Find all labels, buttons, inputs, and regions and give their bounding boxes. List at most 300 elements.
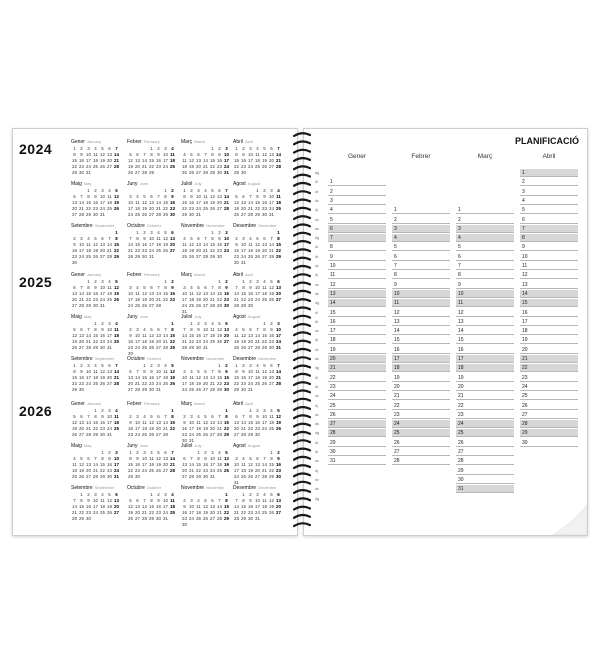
mini-day: 3: [183, 369, 186, 374]
mini-day: 12: [72, 333, 77, 338]
mini-day: 27: [149, 212, 154, 217]
planner-day-cell[interactable]: 17: [456, 355, 514, 363]
planner-day-cell[interactable]: 22: [392, 402, 450, 410]
planner-day-cell[interactable]: 16: [456, 346, 514, 354]
mini-month-name: Maig May: [71, 314, 92, 320]
mini-day: 29: [72, 387, 77, 392]
mini-day: 13: [135, 504, 140, 509]
mini-day: 17: [114, 462, 119, 467]
planner-day-cell[interactable]: 11: [520, 262, 578, 270]
mini-day: 29: [248, 432, 253, 437]
mini-day: 15: [149, 504, 154, 509]
mini-day: 25: [156, 248, 161, 253]
planner-day-cell[interactable]: 25: [456, 429, 514, 437]
planner-day-cell[interactable]: 3: [520, 188, 578, 196]
mini-day: 4: [150, 450, 153, 455]
mini-day: 30: [234, 260, 239, 265]
mini-day: 24: [182, 387, 187, 392]
planner-day-cell[interactable]: 5: [392, 243, 450, 251]
planner-day-cell[interactable]: 1: [392, 206, 450, 214]
planner-day-cell[interactable]: 22: [456, 402, 514, 410]
mini-day: 27: [79, 345, 84, 350]
mini-day: 20: [100, 248, 105, 253]
spiral-coil: [294, 283, 310, 286]
mini-day: 5: [129, 152, 132, 157]
planner-day-cell[interactable]: 25: [328, 402, 386, 410]
planner-day-cell[interactable]: 28: [456, 457, 514, 465]
planner-day-cell[interactable]: 19: [392, 374, 450, 382]
mini-day: 7: [277, 363, 280, 368]
spiral-coil: [294, 341, 310, 344]
planner-day-cell[interactable]: 7: [520, 225, 578, 233]
planner-day-cell[interactable]: 26: [456, 439, 514, 447]
mini-day: 22: [170, 426, 175, 431]
mini-day: 12: [170, 369, 175, 374]
planner-day-cell[interactable]: 27: [456, 448, 514, 456]
mini-day: 17: [224, 158, 229, 163]
mini-day: 14: [107, 242, 112, 247]
mini-day: 12: [72, 420, 77, 425]
mini-day: 19: [114, 291, 119, 296]
mini-day: 19: [234, 206, 239, 211]
planner-day-cell[interactable]: 17: [520, 318, 578, 326]
mini-day: 13: [114, 498, 119, 503]
mini-day: 11: [196, 420, 201, 425]
mini-day: 6: [225, 321, 228, 326]
mini-day: 23: [189, 206, 194, 211]
planner-day-cell[interactable]: 6: [392, 253, 450, 261]
planner-day-cell[interactable]: 15: [456, 336, 514, 344]
planner-day-cell[interactable]: 7: [328, 234, 386, 242]
mini-day: 25: [107, 297, 112, 302]
mini-day: 11: [93, 152, 98, 157]
mini-day: 7: [183, 327, 186, 332]
planner-day-cell[interactable]: 13: [328, 290, 386, 298]
mini-month-days: [71, 146, 121, 186]
mini-day: 28: [224, 206, 229, 211]
mini-day: 29: [241, 303, 246, 308]
planner-day-cell[interactable]: 9: [456, 281, 514, 289]
planner-day-cell[interactable]: 24: [328, 392, 386, 400]
planner-day-cell[interactable]: 10: [456, 290, 514, 298]
mini-day: 1: [143, 363, 146, 368]
mini-day: 8: [150, 152, 153, 157]
year-label: 2024: [19, 141, 53, 157]
mini-day: 16: [203, 462, 208, 467]
mini-day: 11: [210, 327, 215, 332]
mini-day: 25: [86, 254, 91, 259]
planner-day-cell[interactable]: 29: [456, 467, 514, 475]
mini-day: 18: [149, 462, 154, 467]
mini-day: 1: [164, 188, 167, 193]
planner-day-cell[interactable]: 1: [520, 169, 578, 177]
planner-day-cell[interactable]: 15: [392, 336, 450, 344]
mini-day: 11: [255, 152, 260, 157]
mini-day: 16: [224, 291, 229, 296]
mini-day: 19: [163, 242, 168, 247]
mini-day: 21: [79, 206, 84, 211]
mini-day: 17: [262, 420, 267, 425]
mini-day: 10: [86, 152, 91, 157]
mini-day: 29: [217, 303, 222, 308]
mini-day: 1: [129, 450, 132, 455]
mini-day: 27: [72, 303, 77, 308]
planner-day-cell[interactable]: 28: [392, 457, 450, 465]
planner-day-cell[interactable]: 19: [456, 374, 514, 382]
mini-day: 7: [143, 498, 146, 503]
planner-day-cell[interactable]: 13: [392, 318, 450, 326]
planner-day-cell[interactable]: 7: [456, 262, 514, 270]
mini-day: 9: [270, 327, 273, 332]
mini-day: 19: [142, 297, 147, 302]
mini-day: 24: [128, 303, 133, 308]
mini-day: 21: [107, 248, 112, 253]
mini-day: 18: [163, 375, 168, 380]
planner-day-cell[interactable]: 30: [456, 476, 514, 484]
left-page: [12, 128, 298, 536]
planner-day-cell[interactable]: 6: [456, 253, 514, 261]
planner-day-cell[interactable]: 12: [456, 309, 514, 317]
mini-day: 31: [149, 254, 154, 259]
mini-month-days: [71, 321, 121, 361]
mini-day: 27: [210, 516, 215, 521]
mini-day: 16: [276, 462, 281, 467]
planner-day-cell[interactable]: 5: [456, 243, 514, 251]
mini-day: 5: [204, 414, 207, 419]
planner-day-cell[interactable]: 11: [328, 271, 386, 279]
mini-day: 30: [241, 387, 246, 392]
planner-day-cell[interactable]: 7: [392, 262, 450, 270]
mini-day: 26: [72, 432, 77, 437]
mini-day: 8: [235, 369, 238, 374]
mini-day: 22: [217, 297, 222, 302]
mini-day: 25: [182, 254, 187, 259]
mini-month-english-name: November: [206, 223, 225, 228]
planner-day-cell[interactable]: 17: [392, 355, 450, 363]
planner-day-cell[interactable]: 29: [328, 439, 386, 447]
mini-day: 10: [196, 194, 201, 199]
mini-month-english-name: January: [86, 139, 102, 144]
planner-day-cell[interactable]: 23: [520, 374, 578, 382]
mini-day: 16: [107, 462, 112, 467]
mini-day: 31: [100, 212, 105, 217]
planner-day-cell[interactable]: 8: [392, 271, 450, 279]
mini-day: 25: [217, 468, 222, 473]
mini-day: 22: [79, 510, 84, 515]
planner-day-cell[interactable]: 23: [392, 411, 450, 419]
mini-day: 18: [234, 339, 239, 344]
planner-day-cell[interactable]: 2: [456, 216, 514, 224]
mini-day: 26: [196, 387, 201, 392]
mini-day: 30: [93, 303, 98, 308]
mini-month-name: Desembre December: [233, 485, 277, 491]
planner-day-cell[interactable]: 28: [328, 429, 386, 437]
mini-day: 21: [114, 158, 119, 163]
planner-day-cell[interactable]: 10: [392, 290, 450, 298]
mini-day: 10: [234, 462, 239, 467]
mini-day: 15: [142, 375, 147, 380]
planner-day-cell[interactable]: 27: [392, 448, 450, 456]
mini-day: 7: [235, 498, 238, 503]
weekday-label: dj: [315, 403, 318, 408]
mini-day: 1: [235, 146, 238, 151]
mini-day: 26: [100, 164, 105, 169]
planner-day-cell[interactable]: 25: [392, 429, 450, 437]
planner-day-cell[interactable]: 24: [456, 420, 514, 428]
mini-day: 9: [242, 152, 245, 157]
mini-day: 28: [255, 345, 260, 350]
planner-day-cell[interactable]: 13: [520, 281, 578, 289]
spiral-coil: [294, 449, 310, 452]
planner-day-cell[interactable]: 3: [392, 225, 450, 233]
mini-day: 3: [242, 236, 245, 241]
planner-day-cell[interactable]: 21: [456, 392, 514, 400]
planner-day-cell[interactable]: 23: [456, 411, 514, 419]
mini-day: 2: [80, 363, 83, 368]
mini-month-english-name: August: [247, 314, 261, 319]
mini-day: 10: [210, 456, 215, 461]
planner-day-cell[interactable]: 4: [456, 234, 514, 242]
planner-day-cell[interactable]: 21: [328, 364, 386, 372]
mini-day: 10: [241, 242, 246, 247]
planner-day-cell[interactable]: 29: [520, 429, 578, 437]
mini-day: 27: [196, 254, 201, 259]
mini-day: 19: [189, 164, 194, 169]
mini-day: 30: [217, 254, 222, 259]
mini-day: 24: [100, 206, 105, 211]
mini-day: 30: [248, 303, 253, 308]
mini-day: 4: [218, 450, 221, 455]
planner-day-cell[interactable]: 31: [456, 485, 514, 493]
planner-day-cell[interactable]: 6: [520, 216, 578, 224]
mini-day: 18: [241, 468, 246, 473]
weekday-label: dl: [315, 310, 318, 315]
planner-day-cell[interactable]: 12: [328, 281, 386, 289]
mini-day: 21: [128, 248, 133, 253]
planner-day-cell[interactable]: 14: [392, 327, 450, 335]
planner-day-cell[interactable]: 12: [520, 271, 578, 279]
mini-day: 22: [72, 381, 77, 386]
spiral-coil: [294, 142, 310, 145]
mini-month-name: Juliol July: [181, 314, 202, 320]
planner-day-cell[interactable]: 21: [520, 355, 578, 363]
mini-day: 26: [107, 510, 112, 515]
planner-day-cell[interactable]: 25: [520, 392, 578, 400]
mini-day: 12: [149, 420, 154, 425]
spiral-coil: [294, 158, 310, 161]
planner-day-cell[interactable]: 6: [328, 225, 386, 233]
planner-day-cell[interactable]: 23: [328, 383, 386, 391]
planner-day-cell[interactable]: 10: [520, 253, 578, 261]
mini-day: 5: [143, 194, 146, 199]
planner-day-cell[interactable]: 2: [392, 216, 450, 224]
mini-day: 13: [196, 242, 201, 247]
planner-day-cell[interactable]: 14: [456, 327, 514, 335]
mini-day: 8: [242, 285, 245, 290]
planner-day-cell[interactable]: 4: [520, 197, 578, 205]
mini-day: 29: [93, 345, 98, 350]
mini-day: 9: [249, 498, 252, 503]
mini-day: 10: [79, 242, 84, 247]
planner-day-cell[interactable]: 19: [520, 336, 578, 344]
mini-day: 1: [197, 450, 200, 455]
mini-day: 3: [87, 146, 90, 151]
mini-day: 5: [263, 363, 266, 368]
mini-day: 22: [210, 164, 215, 169]
mini-day: 2: [94, 279, 97, 284]
planner-day-cell[interactable]: 17: [328, 327, 386, 335]
mini-day: 19: [210, 200, 215, 205]
spiral-coil: [294, 465, 310, 468]
mini-day: 14: [255, 333, 260, 338]
mini-day: 2: [87, 492, 90, 497]
planner-day-cell[interactable]: 2: [328, 188, 386, 196]
mini-day: 17: [248, 375, 253, 380]
planner-day-cell[interactable]: 20: [520, 346, 578, 354]
mini-day: 4: [115, 408, 118, 413]
mini-day: 4: [108, 188, 111, 193]
planner-day-cell[interactable]: 8: [520, 234, 578, 242]
planner-day-cell[interactable]: 27: [520, 411, 578, 419]
planner-day-cell[interactable]: 16: [520, 309, 578, 317]
mini-day: 16: [241, 158, 246, 163]
weekday-label: dg: [315, 431, 319, 436]
planner-day-cell[interactable]: 1: [328, 178, 386, 186]
planner-day-cell[interactable]: 5: [328, 216, 386, 224]
planner-day-cell[interactable]: 4: [328, 206, 386, 214]
planner-day-cell[interactable]: 26: [392, 439, 450, 447]
planner-day-cell[interactable]: 18: [520, 327, 578, 335]
planner-day-cell[interactable]: 18: [456, 364, 514, 372]
mini-day: 10: [203, 327, 208, 332]
mini-day: 7: [164, 327, 167, 332]
mini-day: 27: [234, 432, 239, 437]
mini-day: 18: [217, 462, 222, 467]
planner-day-cell[interactable]: 22: [520, 364, 578, 372]
mini-day: 24: [255, 510, 260, 515]
mini-day: 15: [128, 462, 133, 467]
planner-day-cell[interactable]: 30: [520, 439, 578, 447]
mini-day: 2: [157, 146, 160, 151]
planner-day-cell[interactable]: 3: [328, 197, 386, 205]
mini-day: 24: [107, 339, 112, 344]
mini-day: 27: [79, 432, 84, 437]
planner-day-cell[interactable]: 4: [392, 234, 450, 242]
planner-day-cell[interactable]: 26: [520, 402, 578, 410]
planner-day-cell[interactable]: 11: [456, 299, 514, 307]
planner-day-cell[interactable]: 20: [328, 355, 386, 363]
planner-day-cell[interactable]: 18: [328, 336, 386, 344]
mini-day: 28: [93, 474, 98, 479]
mini-month-days: [181, 492, 231, 532]
mini-day: 9: [218, 152, 221, 157]
mini-day: 30: [248, 516, 253, 521]
planner-day-cell[interactable]: 14: [520, 290, 578, 298]
planner-day-cell[interactable]: 15: [328, 309, 386, 317]
mini-day: 18: [196, 426, 201, 431]
mini-day: 9: [136, 456, 139, 461]
planner-day-cell[interactable]: 13: [456, 318, 514, 326]
planner-day-cell[interactable]: 16: [392, 346, 450, 354]
mini-day: 16: [241, 375, 246, 380]
planner-day-cell[interactable]: 22: [328, 374, 386, 382]
planner-day-cell[interactable]: 8: [456, 271, 514, 279]
mini-day: 7: [218, 414, 221, 419]
mini-day: 17: [100, 291, 105, 296]
planner-day-cell[interactable]: 2: [520, 178, 578, 186]
planner-day-cell[interactable]: 8: [328, 243, 386, 251]
mini-day: 8: [73, 152, 76, 157]
mini-month-english-name: August: [247, 443, 261, 448]
planner-day-cell[interactable]: 9: [392, 281, 450, 289]
planner-day-cell[interactable]: 28: [520, 420, 578, 428]
planner-day-cell[interactable]: 24: [520, 383, 578, 391]
mini-day: 29: [135, 254, 140, 259]
planner-day-cell[interactable]: 16: [328, 318, 386, 326]
planner-day-cell[interactable]: 11: [392, 299, 450, 307]
planner-day-cell[interactable]: 26: [328, 411, 386, 419]
mini-day: 3: [129, 285, 132, 290]
planner-day-cell[interactable]: 19: [328, 346, 386, 354]
planner-day-cell[interactable]: 30: [328, 448, 386, 456]
planner-day-cell[interactable]: 14: [328, 299, 386, 307]
mini-day: 27: [72, 212, 77, 217]
mini-day: 26: [203, 432, 208, 437]
weekday-label: dv: [315, 412, 319, 417]
mini-day: 25: [255, 381, 260, 386]
planner-day-cell[interactable]: 18: [392, 364, 450, 372]
mini-day: 17: [128, 297, 133, 302]
mini-day: 1: [235, 363, 238, 368]
planner-day-cell[interactable]: 9: [520, 243, 578, 251]
mini-day: 4: [263, 279, 266, 284]
planner-day-cell[interactable]: 1: [456, 206, 514, 214]
mini-day: 17: [276, 333, 281, 338]
weekday-label: dt: [315, 450, 318, 454]
planner-day-cell[interactable]: 24: [392, 420, 450, 428]
mini-day: 27: [86, 474, 91, 479]
mini-day: 15: [196, 462, 201, 467]
planner-day-cell[interactable]: 9: [328, 253, 386, 261]
mini-day: 26: [255, 254, 260, 259]
planner-day-cell[interactable]: 10: [328, 262, 386, 270]
planner-day-cell[interactable]: 5: [520, 206, 578, 214]
mini-day: 11: [114, 414, 119, 419]
mini-day: 15: [210, 158, 215, 163]
mini-day: 12: [107, 498, 112, 503]
mini-day: 18: [276, 200, 281, 205]
planner-day-cell[interactable]: 27: [328, 420, 386, 428]
planner-day-cell[interactable]: 20: [456, 383, 514, 391]
planner-day-cell[interactable]: 3: [456, 225, 514, 233]
mini-day: 28: [262, 474, 267, 479]
mini-month-name: Abril April: [233, 401, 254, 407]
mini-day: 6: [136, 498, 139, 503]
planner-day-cell[interactable]: 12: [392, 309, 450, 317]
planner-day-cell[interactable]: 21: [392, 392, 450, 400]
mini-day: 25: [135, 212, 140, 217]
mini-day: 18: [93, 158, 98, 163]
mini-day: 14: [217, 420, 222, 425]
mini-day: 6: [277, 279, 280, 284]
mini-day: 13: [262, 242, 267, 247]
mini-day: 8: [249, 414, 252, 419]
planner-day-cell[interactable]: 20: [392, 383, 450, 391]
planner-day-cell[interactable]: 31: [328, 457, 386, 465]
mini-day: 7: [190, 456, 193, 461]
planner-day-cell[interactable]: 15: [520, 299, 578, 307]
spiral-coil: [294, 150, 310, 153]
